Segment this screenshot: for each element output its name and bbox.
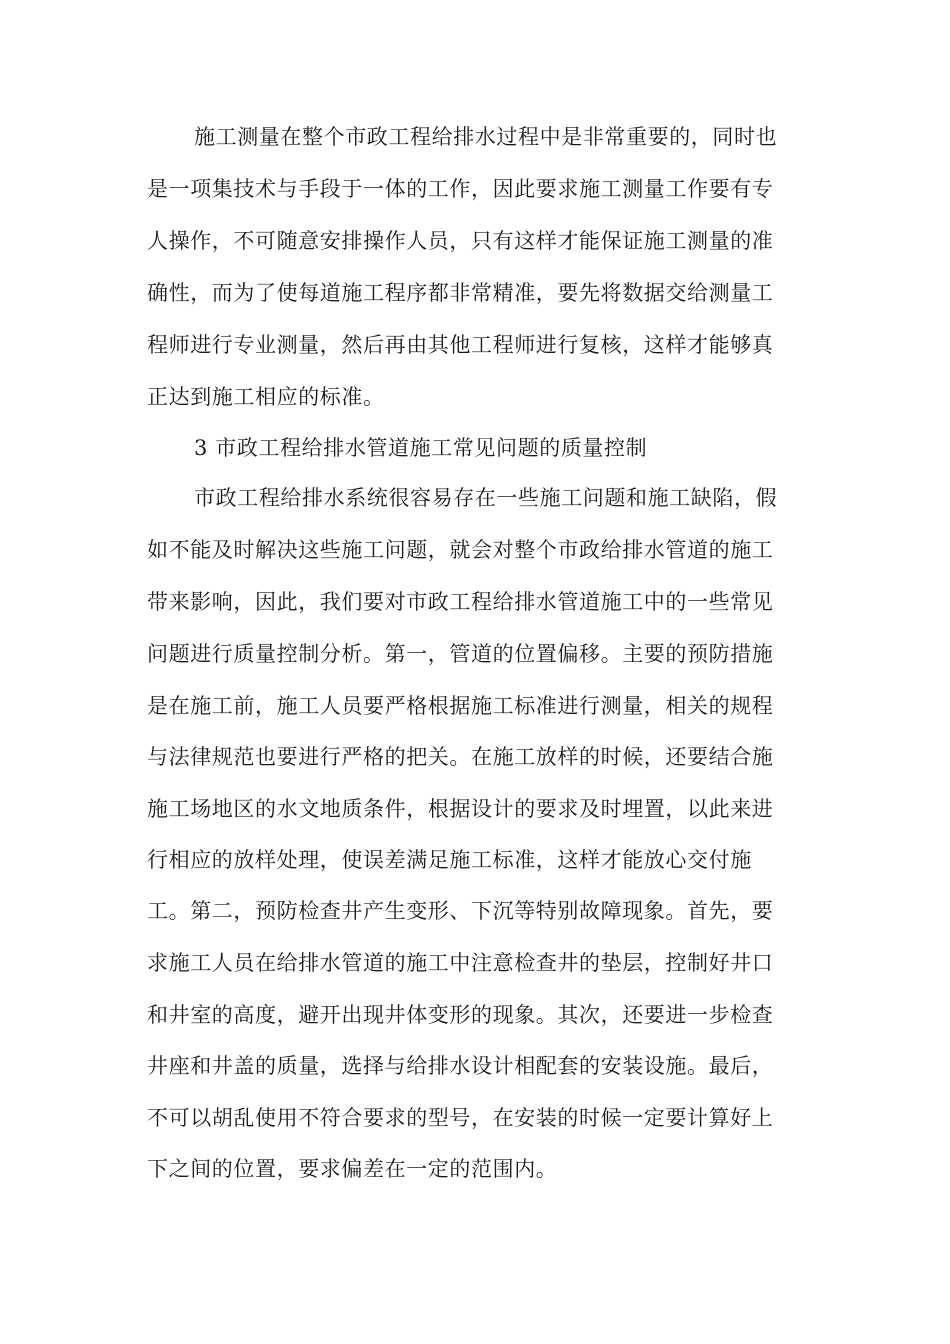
paragraph-line: 与法律规范也要进行严格的把关。在施工放样的时候，还要结合施 [147, 745, 774, 769]
paragraph-line: 带来影响，因此，我们要对市政工程给排水管道施工中的一些常见 [147, 590, 774, 614]
paragraph-line: 程师进行专业测量，然后再由其他工程师进行复核，这样才能够真 [147, 333, 774, 357]
paragraph-line: 正达到施工相应的标准。 [147, 385, 385, 409]
paragraph-line: 如不能及时解决这些施工问题，就会对整个市政给排水管道的施工 [147, 538, 774, 562]
paragraph-line: 施工测量在整个市政工程给排水过程中是非常重要的，同时也 [194, 125, 778, 149]
paragraph-line: 是在施工前，施工人员要严格根据施工标准进行测量，相关的规程 [147, 694, 774, 718]
paragraph-line: 是一项集技术与手段于一体的工作，因此要求施工测量工作要有专 [147, 177, 774, 201]
paragraph-line: 下之间的位置，要求偏差在一定的范围内。 [147, 1157, 558, 1181]
paragraph-line: 市政工程给排水系统很容易存在一些施工问题和施工缺陷，假 [194, 486, 778, 510]
paragraph-line: 井座和井盖的质量，选择与给排水设计相配套的安装设施。最后， [147, 1054, 774, 1078]
paragraph-line: 问题进行质量控制分析。第一，管道的位置偏移。主要的预防措施 [147, 642, 774, 666]
section-heading: 3 市政工程给排水管道施工常见问题的质量控制 [194, 436, 648, 460]
paragraph-line: 不可以胡乱使用不符合要求的型号，在安装的时候一定要计算好上 [147, 1106, 774, 1130]
paragraph-line: 确性，而为了使每道施工程序都非常精准，要先将数据交给测量工 [147, 281, 774, 305]
paragraph-line: 工。第二，预防检查井产生变形、下沉等特别故障现象。首先，要 [147, 899, 774, 923]
paragraph-line: 和井室的高度，避开出现井体变形的现象。其次，还要进一步检查 [147, 1003, 774, 1027]
paragraph-line: 施工场地区的水文地质条件，根据设计的要求及时埋置，以此来进 [147, 797, 774, 821]
paragraph-line: 行相应的放样处理，使误差满足施工标准，这样才能放心交付施 [147, 848, 752, 872]
paragraph-line: 求施工人员在给排水管道的施工中注意检查井的垫层，控制好井口 [147, 951, 774, 975]
paragraph-line: 人操作，不可随意安排操作人员，只有这样才能保证施工测量的准 [147, 229, 774, 253]
